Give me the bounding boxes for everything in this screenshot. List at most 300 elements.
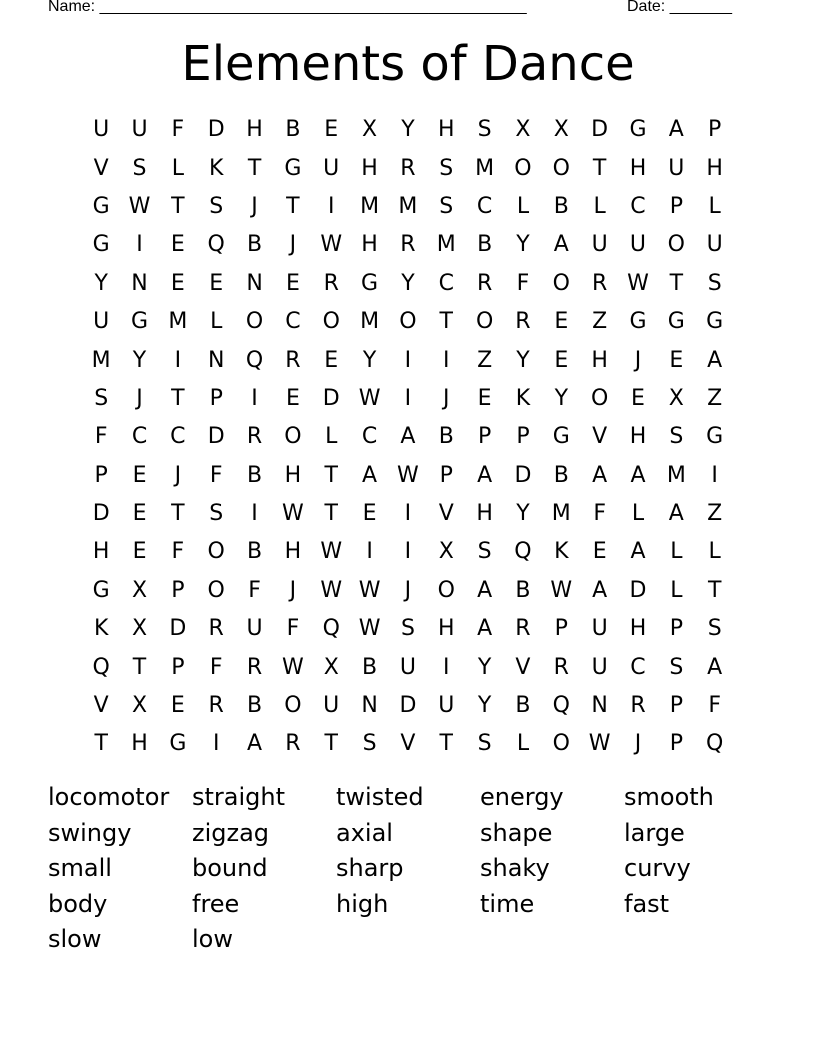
grid-cell: O [399,309,417,335]
grid-cell: R [323,270,339,296]
grid-cell: D [207,117,225,143]
word-list-item: slow [48,925,102,954]
grid-cell: R [553,654,569,680]
grid-cell: H [476,501,493,527]
grid-cell: U [591,654,608,680]
grid-cell: X [131,616,148,642]
grid-cell: H [92,539,110,565]
grid-cell: X [553,117,569,143]
grid-row [82,111,734,149]
grid-cell: H [629,616,647,642]
grid-cell: S [439,155,454,181]
grid-cell: Q [706,731,724,757]
grid-cell: Z [477,347,493,373]
grid-cell: A [400,424,416,450]
grid-cell: Q [207,232,225,258]
grid-cell: S [400,616,415,642]
grid-cell: T [324,462,338,488]
grid-cell: G [361,270,379,296]
grid-cell: V [592,424,608,450]
grid-cell: S [669,654,684,680]
word-list-item: smooth [624,783,714,811]
grid-cell: T [132,654,147,680]
grid-cell: L [670,577,683,603]
grid-cell: U [629,232,647,258]
grid-cell: S [209,193,224,219]
grid-row [82,572,734,610]
grid-cell: N [131,270,148,296]
grid-cell: I [711,462,718,488]
grid-cell: W [282,654,304,680]
grid-cell: T [439,309,453,335]
grid-cell: W [358,616,381,642]
word-list-item: sharp [336,854,404,883]
grid-cell: M [360,193,380,219]
grid-cell: B [247,539,263,565]
grid-cell: I [251,385,258,411]
grid-cell: L [516,193,530,219]
grid-cell: B [247,693,263,719]
grid-cell: R [515,616,531,642]
grid-row [82,149,734,187]
grid-cell: A [630,462,646,488]
grid-cell: R [591,270,608,296]
grid-cell: E [170,232,185,258]
grid-row [82,648,734,686]
grid-cell: D [92,501,110,527]
grid-cell: U [438,693,455,719]
grid-cell: R [208,616,224,642]
grid-cell: N [591,693,608,719]
word-list-item: energy [480,783,564,811]
grid-cell: T [171,385,185,411]
grid-cell: O [284,693,302,719]
grid-cell: U [131,117,148,143]
grid-cell: C [170,424,186,450]
grid-cell: E [477,385,492,411]
grid-cell: T [669,270,684,296]
grid-row [82,226,734,264]
grid-cell: S [477,117,492,143]
grid-cell: O [552,155,570,181]
grid-cell: C [361,424,378,450]
word-list-item: bound [192,854,268,883]
grid-cell: B [362,654,378,680]
grid-cell: S [707,616,722,642]
grid-cell: T [94,731,108,757]
grid-cell: R [476,270,493,296]
grid-cell: P [516,424,530,450]
word-list-item: low [192,925,233,954]
grid-cell: W [320,232,343,258]
grid-cell: J [404,577,412,603]
grid-cell: M [398,193,418,219]
word-list-item: fast [624,889,670,918]
grid-cell: V [515,654,531,680]
grid-cell: P [669,693,683,719]
grid-cell: O [552,731,570,757]
grid-cell: C [285,309,301,335]
grid-cell: T [707,577,722,603]
grid-row [82,725,734,763]
grid-cell: D [514,462,532,488]
grid-cell: P [669,731,683,757]
grid-cell: M [551,501,571,527]
grid-cell: O [552,270,570,296]
grid-cell: X [131,577,148,603]
grid-row [82,610,734,648]
grid-cell: I [212,731,220,757]
grid-cell: Y [132,347,147,373]
grid-cell: G [169,731,187,757]
grid-cell: V [93,155,109,181]
grid-row [82,341,734,379]
grid-cell: U [591,232,608,258]
grid-cell: A [592,577,608,603]
grid-cell: Q [245,347,264,373]
grid-cell: O [667,232,685,258]
word-list-item: swingy [48,818,132,847]
grid-cell: I [136,232,143,258]
grid-cell: A [477,462,493,488]
letter-grid [82,111,734,764]
grid-cell: J [174,462,182,488]
page-title: Elements of Dance [181,36,635,92]
grid-cell: W [627,270,649,296]
word-list-item: zigzag [192,818,270,847]
grid-cell: E [362,501,377,527]
grid-cell: J [251,193,258,219]
name-field-label: Name: ________________________________________________ [48,0,527,15]
word-list-item: locomotor [48,783,170,811]
grid-cell: K [515,385,531,411]
grid-cell: B [515,693,531,719]
grid-cell: B [285,117,301,143]
grid-cell: D [629,577,647,603]
grid-cell: G [92,577,110,603]
grid-cell: R [400,155,416,181]
grid-cell: L [325,424,338,450]
grid-cell: D [169,616,187,642]
grid-cell: R [208,693,224,719]
grid-cell: D [207,424,225,450]
grid-cell: E [285,270,300,296]
grid-cell: X [668,385,684,411]
grid-row [82,303,734,341]
grid-cell: J [289,232,297,258]
grid-cell: F [286,616,300,642]
grid-cell: Y [554,385,569,411]
grid-cell: I [366,539,373,565]
grid-cell: T [324,501,338,527]
grid-cell: M [436,232,456,258]
grid-cell: Q [552,693,570,719]
grid-cell: G [130,309,149,335]
grid-cell: F [209,462,223,488]
grid-cell: S [209,501,224,527]
grid-cell: E [631,385,645,411]
grid-cell: L [593,193,606,219]
grid-cell: P [477,424,492,450]
grid-cell: F [708,693,721,719]
grid-cell: W [320,539,343,565]
grid-cell: O [207,577,225,603]
grid-cell: J [634,731,642,757]
grid-cell: A [362,462,378,488]
grid-cell: T [247,155,262,181]
grid-cell: P [94,462,108,488]
grid-cell: I [443,347,450,373]
grid-cell: O [475,309,494,335]
grid-cell: Y [477,654,492,680]
grid-cell: U [323,155,340,181]
grid-cell: W [128,193,151,219]
grid-cell: L [708,193,721,219]
grid-cell: Y [516,347,530,373]
grid-cell: S [362,731,377,757]
grid-cell: C [131,424,148,450]
grid-cell: B [247,232,263,258]
grid-cell: Q [92,654,110,680]
grid-cell: N [207,347,225,373]
word-list-item: straight [192,783,286,811]
grid-cell: F [171,117,185,143]
grid-cell: V [438,501,454,527]
grid-cell: E [285,385,300,411]
grid-cell: M [91,347,111,373]
grid-cell: E [592,539,607,565]
grid-cell: Y [94,270,108,296]
grid-cell: T [286,193,300,219]
grid-cell: F [209,654,223,680]
grid-cell: S [477,731,492,757]
grid-cell: T [592,155,607,181]
grid-cell: X [438,539,454,565]
grid-row [82,188,734,226]
grid-row [82,533,734,571]
grid-cell: E [554,309,569,335]
grid-row [82,418,734,456]
grid-cell: Z [592,309,608,335]
grid-cell: E [170,270,185,296]
grid-cell: I [251,501,258,527]
word-list-item: shaky [480,854,550,883]
grid-cell: W [550,577,573,603]
grid-cell: P [669,193,683,219]
word-list-item: shape [480,818,553,847]
grid-cell: A [668,501,684,527]
grid-row [82,265,734,303]
grid-cell: M [475,155,495,181]
grid-cell: C [438,270,454,296]
word-list-item: time [480,889,535,918]
grid-cell: L [670,539,683,565]
grid-cell: P [669,616,683,642]
grid-cell: X [362,117,378,143]
grid-cell: L [171,155,184,181]
grid-cell: N [246,270,263,296]
grid-cell: U [93,117,110,143]
grid-cell: S [477,539,492,565]
grid-cell: O [514,155,532,181]
grid-cell: E [132,462,147,488]
word-list [48,780,768,958]
grid-cell: U [323,693,340,719]
grid-cell: R [246,654,263,680]
grid-cell: B [477,232,493,258]
grid-cell: V [93,693,109,719]
grid-cell: T [439,731,453,757]
grid-cell: G [92,193,110,219]
grid-cell: Z [707,501,723,527]
grid-cell: W [358,577,381,603]
grid-cell: A [247,731,263,757]
grid-cell: H [284,462,302,488]
grid-cell: R [400,232,416,258]
grid-cell: S [669,424,684,450]
grid-cell: I [174,347,182,373]
grid-cell: P [209,385,223,411]
word-list-item: twisted [336,783,424,811]
grid-row [82,495,734,533]
grid-cell: O [245,309,264,335]
grid-cell: R [630,693,646,719]
grid-cell: G [629,117,647,143]
grid-cell: K [93,616,109,642]
grid-cell: W [320,577,343,603]
grid-cell: H [361,155,378,181]
grid-cell: V [400,731,416,757]
grid-cell: W [282,501,304,527]
grid-cell: R [285,347,301,373]
grid-cell: L [708,539,721,565]
grid-cell: I [404,539,412,565]
word-list-item: body [48,889,108,918]
grid-cell: S [132,155,147,181]
grid-cell: Y [362,347,377,373]
grid-cell: E [209,270,224,296]
grid-cell: J [443,385,450,411]
grid-cell: G [284,155,302,181]
grid-cell: G [552,424,570,450]
grid-cell: C [630,193,646,219]
date-field-label: Date: _______ [627,0,732,15]
grid-cell: B [553,193,569,219]
grid-cell: Z [707,385,723,411]
grid-cell: A [477,616,493,642]
grid-cell: A [592,462,608,488]
grid-cell: O [437,577,455,603]
grid-row [82,687,734,725]
grid-cell: X [515,117,531,143]
grid-cell: R [285,731,301,757]
grid-cell: B [247,462,263,488]
grid-cell: U [399,654,416,680]
grid-cell: I [404,385,412,411]
grid-row [82,457,734,495]
grid-cell: P [554,616,568,642]
grid-cell: U [93,309,110,335]
grid-cell: T [324,731,338,757]
grid-cell: C [476,193,493,219]
grid-cell: E [170,693,185,719]
grid-cell: U [706,232,723,258]
grid-cell: K [208,155,224,181]
grid-cell: W [588,731,611,757]
grid-cell: O [284,424,302,450]
grid-cell: A [553,232,569,258]
grid-cell: O [322,309,340,335]
grid-cell: H [284,539,302,565]
grid-cell: M [666,462,686,488]
grid-cell: Y [516,232,530,258]
grid-cell: I [404,347,412,373]
grid-cell: G [92,232,110,258]
grid-cell: S [707,270,722,296]
grid-cell: D [591,117,609,143]
grid-cell: R [515,309,531,335]
grid-cell: A [707,347,723,373]
grid-cell: B [515,577,531,603]
grid-cell: E [669,347,684,373]
grid-cell: E [324,347,339,373]
grid-cell: J [136,385,143,411]
grid-cell: A [668,117,684,143]
grid-cell: Y [477,693,492,719]
grid-cell: F [248,577,261,603]
word-list-item: high [336,889,389,918]
grid-cell: F [171,539,185,565]
grid-cell: W [397,462,419,488]
grid-cell: E [132,539,147,565]
grid-cell: S [94,385,109,411]
grid-cell: B [438,424,454,450]
grid-cell: D [322,385,340,411]
grid-cell: P [171,654,185,680]
grid-cell: G [667,309,685,335]
grid-cell: H [246,117,263,143]
grid-cell: G [706,309,724,335]
grid-cell: M [360,309,380,335]
grid-row [82,380,734,418]
grid-cell: J [634,347,642,373]
grid-cell: T [171,193,185,219]
grid-cell: H [131,731,148,757]
grid-cell: K [554,539,569,565]
grid-cell: E [554,347,569,373]
grid-cell: U [246,616,263,642]
grid-cell: X [323,654,339,680]
word-list-item: axial [336,818,393,847]
grid-cell: G [629,309,647,335]
grid-cell: P [708,117,722,143]
grid-cell: I [404,501,412,527]
grid-cell: F [593,501,606,527]
grid-cell: Q [514,539,532,565]
word-list-item: large [624,818,685,847]
grid-cell: E [132,501,147,527]
grid-cell: A [630,539,646,565]
grid-cell: Q [322,616,340,642]
grid-cell: P [439,462,453,488]
grid-cell: Y [401,117,415,143]
grid-cell: U [668,155,685,181]
grid-cell: H [437,117,455,143]
grid-cell: C [630,654,646,680]
grid-cell: I [443,654,450,680]
word-list-item: curvy [624,854,691,883]
grid-cell: G [706,424,724,450]
